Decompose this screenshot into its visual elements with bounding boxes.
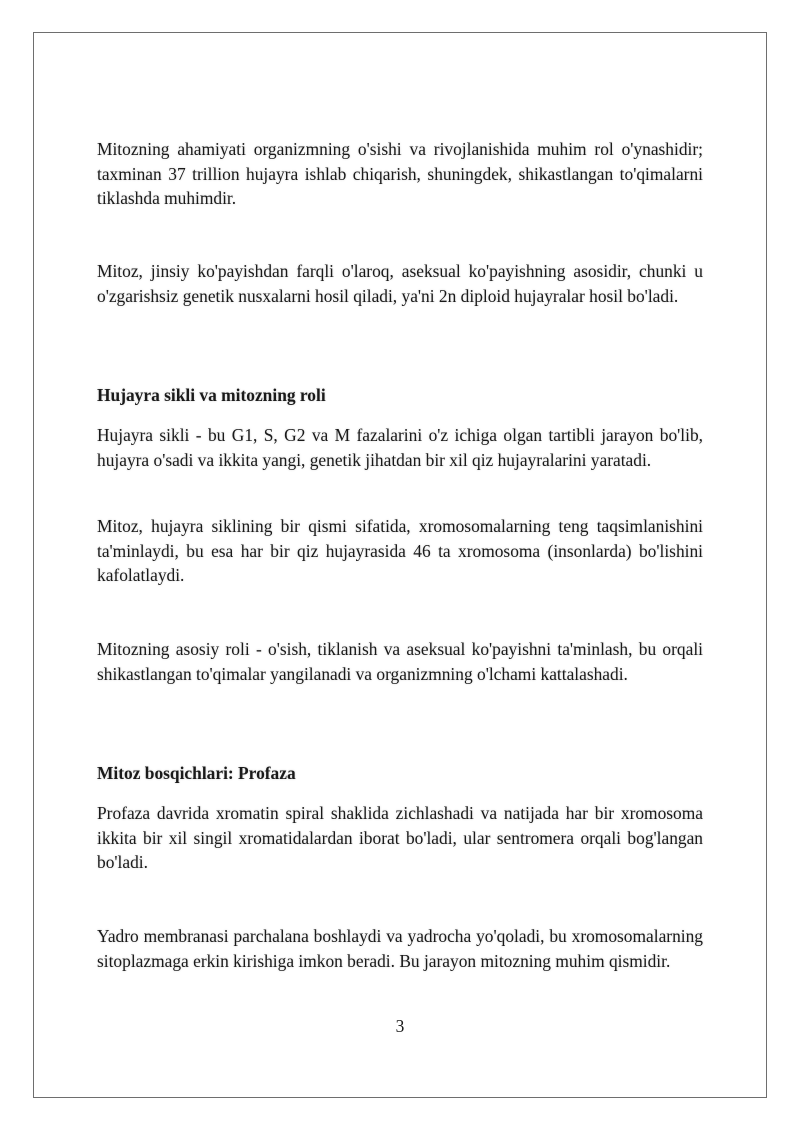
paragraph-asexual-reproduction: Mitoz, jinsiy ko'payishdan farqli o'laroq, aseksual ko'payishning asosidir, chunki u o'zgarishsiz genetik nusxalarni hosil qiladi, ya'ni 2n diploid hujayralar hosil bo'ladi.	[97, 261, 703, 306]
paragraph-mitosis-role: Mitozning asosiy roli - o'sish, tiklanish va aseksual ko'payishni ta'minlash, bu orqali shikastlangan to'qimalar yangilanadi va organizmning o'lchami kattalashadi.	[97, 639, 703, 684]
heading-cell-cycle: Hujayra sikli va mitozning roli	[97, 385, 326, 405]
paragraph-nuclear-membrane: Yadro membranasi parchalana boshlaydi va yadrocha yo'qoladi, bu xromosomalarning sitoplazmaga erkin kirishiga imkon beradi. Bu jarayon mitozning muhim qismidir.	[97, 926, 703, 971]
page-number: 3	[395, 1016, 405, 1036]
heading-prophase: Mitoz bosqichlari: Profaza	[97, 763, 296, 783]
page-content	[97, 0, 703, 1131]
paragraph-mitosis-importance: Mitozning ahamiyati organizmning o'sishi va rivojlanishida muhim rol o'ynashidir; taxminan 37 trillion hujayra ishlab chiqarish, shuningdek, shikastlangan to'qimalarni tiklashda muhimdir.	[97, 139, 703, 208]
paragraph-prophase-chromatin: Profaza davrida xromatin spiral shaklida zichlashadi va natijada har bir xromosoma ikkita bir xil singil xromatidalardan iborat bo'ladi, ular sentromera orqali bog'langan bo'ladi.	[97, 803, 703, 872]
paragraph-chromosome-distribution: Mitoz, hujayra siklining bir qismi sifatida, xromosomalarning teng taqsimlanishini ta'minlaydi, bu esa har bir qiz hujayrasida 46 ta xromosoma (insonlarda) bo'lishini kafolatlaydi.	[97, 516, 703, 585]
paragraph-cell-cycle: Hujayra sikli - bu G1, S, G2 va M fazalarini o'z ichiga olgan tartibli jarayon bo'lib, hujayra o'sadi va ikkita yangi, genetik jihatdan bir xil qiz hujayralarini yaratadi.	[97, 425, 703, 470]
